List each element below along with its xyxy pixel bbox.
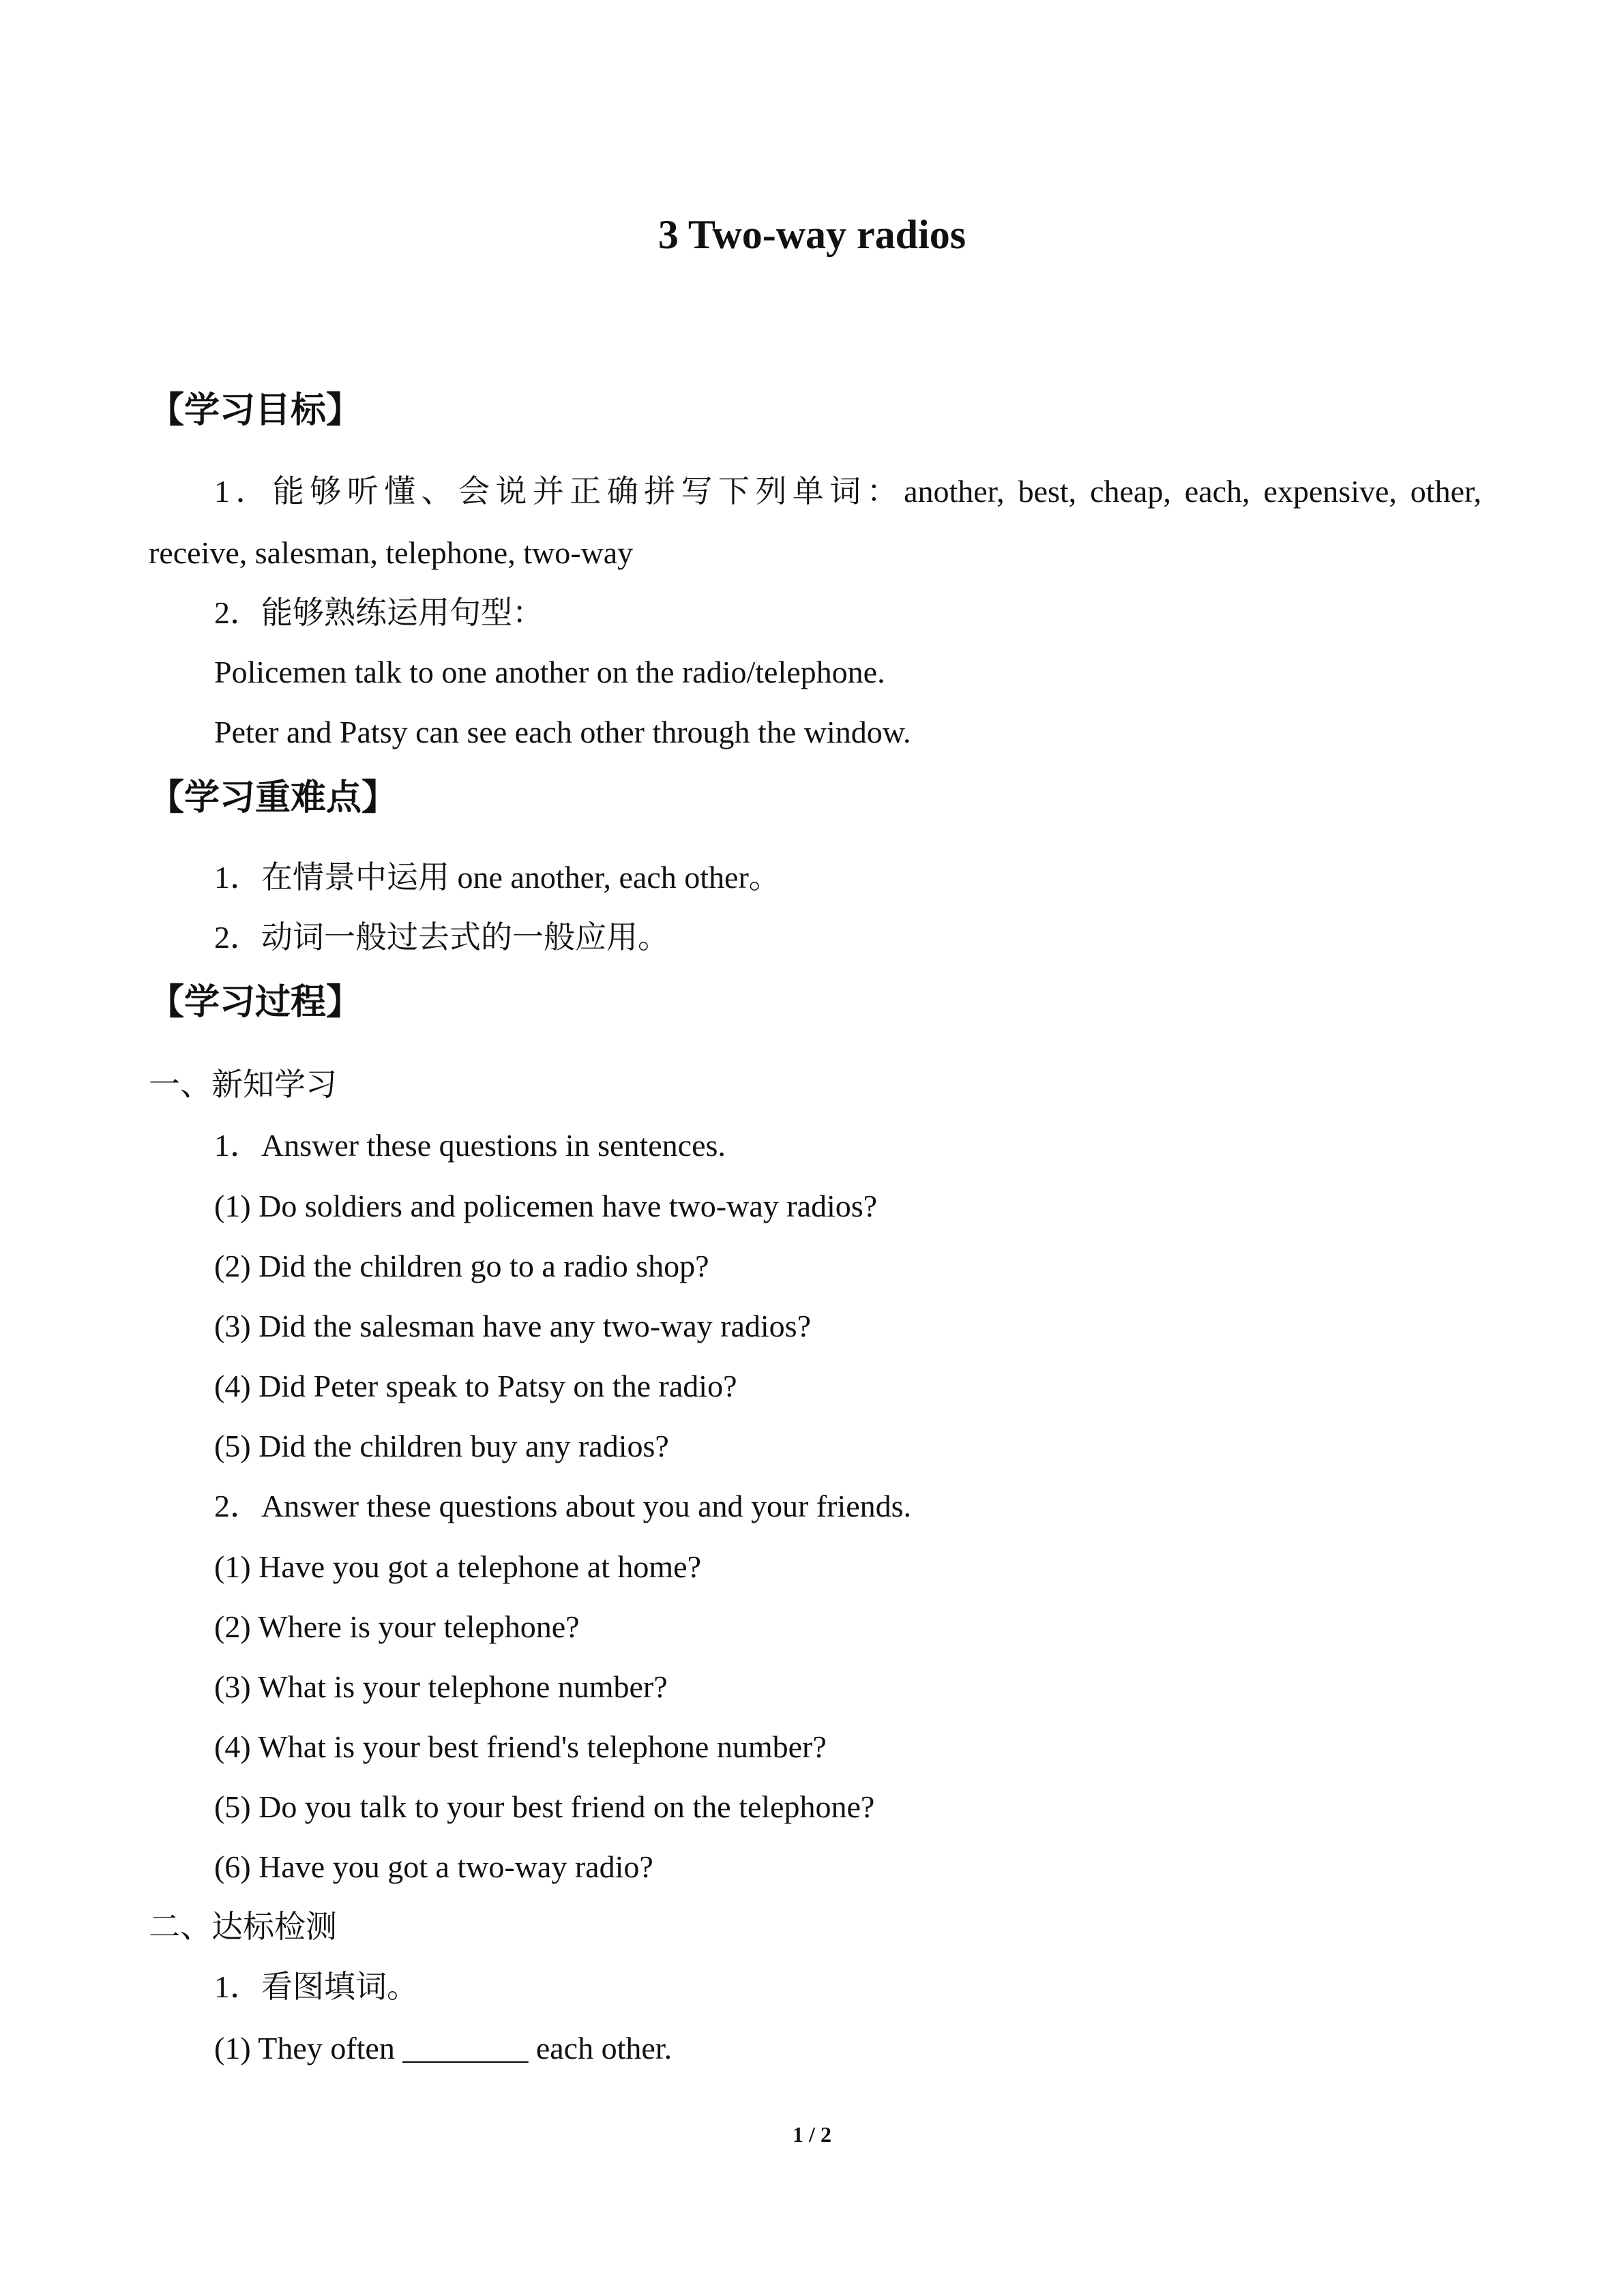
objective-item-1-line-2: receive, salesman, telephone, two-way: [149, 535, 634, 570]
task-2-question: (5) Do you talk to your best friend on the telephone?: [214, 1789, 875, 1824]
page-number: 1 / 2: [793, 2122, 831, 2147]
check-1-instruction: 1．看图填词。: [214, 1969, 418, 2004]
key-point-item-1: 1．在情景中运用 one another, each other。: [214, 860, 780, 895]
part-heading-assessment: 二、达标检测: [149, 1909, 337, 1944]
task-1-question: (4) Did Peter speak to Patsy on the radio?: [214, 1369, 737, 1403]
task-1-question: (1) Do soldiers and policemen have two-way radios?: [214, 1189, 878, 1223]
document-title: 3 Two-way radios: [658, 212, 966, 257]
objective-item-2: 2．能够熟练运用句型：: [214, 595, 544, 630]
task-2-instruction: 2．Answer these questions about you and your friends.: [214, 1489, 912, 1523]
task-2-question: (1) Have you got a telephone at home?: [214, 1549, 702, 1584]
key-point-item-2: 2．动词一般过去式的一般应用。: [214, 920, 669, 955]
objective-item-1-line-1: 1．能够听懂、会说并正确拼写下列单词：another, best, cheap, each, expensive, other,: [214, 474, 1481, 509]
task-2-question: (2) Where is your telephone?: [214, 1609, 580, 1644]
task-2-question: (4) What is your best friend's telephone number?: [214, 1729, 827, 1764]
section-heading-objectives: 【学习目标】: [149, 390, 362, 431]
task-2-question: (6) Have you got a two-way radio?: [214, 1849, 653, 1884]
section-heading-key-points: 【学习重难点】: [149, 777, 398, 818]
task-1-instruction: 1．Answer these questions in sentences.: [214, 1128, 726, 1163]
check-1-item-1: (1) They often ________ each other.: [214, 2031, 673, 2066]
task-1-question: (5) Did the children buy any radios?: [214, 1429, 669, 1463]
objective-sentence-1: Policemen talk to one another on the radio/telephone.: [214, 655, 885, 689]
task-1-question: (3) Did the salesman have any two-way radios?: [214, 1309, 811, 1343]
task-2-question: (3) What is your telephone number?: [214, 1669, 668, 1704]
task-1-question: (2) Did the children go to a radio shop?: [214, 1249, 709, 1283]
section-heading-process: 【学习过程】: [149, 982, 362, 1023]
part-heading-new-knowledge: 一、新知学习: [149, 1067, 337, 1102]
objective-sentence-2: Peter and Patsy can see each other through the window.: [214, 715, 911, 749]
